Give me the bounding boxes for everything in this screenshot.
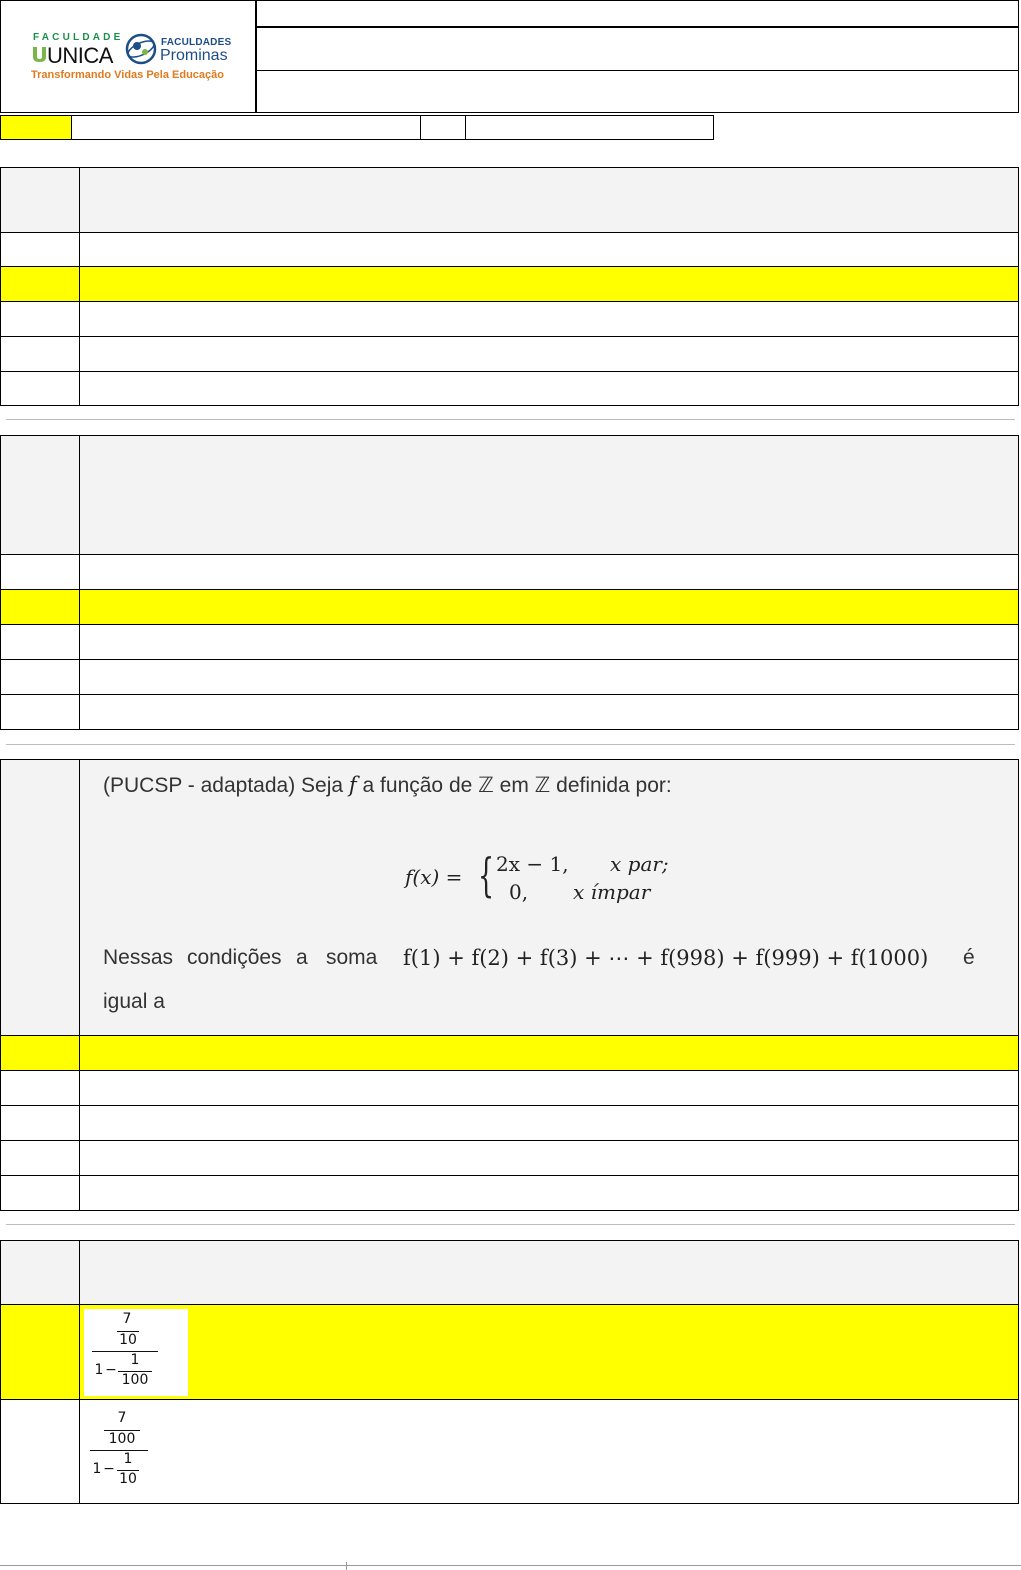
integers-symbol: ℤ — [478, 773, 494, 797]
option-letter-cell — [1, 1141, 80, 1175]
sum-word: a — [296, 946, 308, 969]
fraction-inner-numerator: 1 — [123, 1451, 133, 1467]
option-row[interactable] — [1, 372, 1018, 406]
option-row[interactable] — [1, 625, 1018, 660]
option-text-cell — [80, 625, 1018, 659]
option-letter-cell — [1, 337, 80, 371]
option-row[interactable] — [1, 337, 1018, 372]
question-3 — [0, 759, 1019, 1211]
option-row[interactable] — [1, 1071, 1018, 1106]
question-2 — [0, 435, 1019, 730]
option-text-cell — [80, 695, 1018, 729]
option-text-cell — [80, 590, 1018, 624]
logo-slogan: Transformando Vidas Pela Educação — [31, 69, 224, 81]
option-letter-cell — [1, 1071, 80, 1105]
option-text-cell — [80, 1071, 1018, 1105]
question-text-cell — [80, 168, 1018, 232]
option-text-cell — [80, 1176, 1018, 1210]
logo-faculdade-text: FACULDADE — [33, 32, 124, 43]
prominas-globe-icon — [125, 33, 157, 65]
question-3-intro — [103, 773, 672, 798]
option-row[interactable] — [1, 233, 1018, 267]
grade-cell — [0, 115, 72, 140]
intro-text: a função de — [362, 774, 473, 797]
formula-case-2: 0, — [509, 880, 529, 904]
header-field-row-2 — [257, 28, 1019, 71]
formula-case-1: 2x − 1, — [496, 852, 569, 876]
question-number-cell — [1, 1241, 80, 1304]
option-letter-cell — [1, 302, 80, 336]
option-row[interactable] — [1, 1106, 1018, 1141]
logo-unica-text: UNICA — [47, 43, 113, 68]
sum-word: é — [963, 946, 975, 969]
left-brace: { — [478, 848, 495, 902]
separator — [6, 744, 1015, 745]
option-letter-cell — [1, 1176, 80, 1210]
sum-word: Nessas — [103, 946, 174, 969]
main-fraction-bar — [92, 1351, 158, 1352]
option-letter-cell — [1, 372, 80, 405]
institution-logo — [1, 1, 257, 113]
question-number-cell — [1, 168, 80, 232]
question-3-end: igual a — [103, 990, 165, 1013]
option-text-cell — [80, 302, 1018, 336]
option-letter-cell — [1, 1106, 80, 1140]
intro-text: (PUCSP - adaptada) Seja — [103, 774, 344, 797]
student-name-cell — [71, 115, 421, 140]
option-letter-cell — [1, 1305, 80, 1399]
option-letter-cell — [1, 233, 80, 266]
fraction-inner-denominator: 100 — [121, 1372, 149, 1388]
piecewise-formula — [405, 848, 725, 908]
unica-u-icon — [32, 47, 47, 63]
option-text-cell — [80, 555, 1018, 589]
formula-lhs: f(x) = — [405, 865, 463, 889]
integers-symbol: ℤ — [534, 773, 551, 797]
header-field-row-1 — [257, 1, 1019, 28]
fraction-minus: − — [105, 1362, 117, 1378]
fraction-minus: − — [103, 1461, 115, 1477]
option-letter-cell — [1, 660, 80, 694]
fraction-one: 1 — [94, 1362, 104, 1378]
logo-prominas-text: Prominas — [160, 47, 228, 64]
logo-faculdades-text: FACULDADES — [161, 37, 232, 48]
question-1-statement — [1, 168, 1018, 233]
option-letter-cell — [1, 1400, 80, 1503]
option-text-cell — [80, 1106, 1018, 1140]
fraction-image-a — [84, 1309, 188, 1396]
option-text-cell — [80, 233, 1018, 266]
formula-condition-1: x par; — [610, 852, 669, 876]
option-letter-cell — [1, 625, 80, 659]
fraction-numerator: 7 — [122, 1311, 132, 1327]
option-letter-cell — [1, 267, 80, 301]
option-row-correct[interactable] — [1, 590, 1018, 625]
question-text-cell — [80, 436, 1018, 554]
fraction-inner-numerator: 1 — [130, 1352, 140, 1368]
formula-condition-2: x ímpar — [573, 880, 651, 904]
option-letter-cell — [1, 555, 80, 589]
option-text-cell — [80, 267, 1018, 301]
option-letter-cell — [1, 1036, 80, 1070]
option-text-cell — [80, 1305, 1018, 1399]
document-header — [0, 0, 1019, 113]
option-row[interactable] — [1, 555, 1018, 590]
fraction-one: 1 — [92, 1461, 102, 1477]
option-text-cell — [80, 1141, 1018, 1175]
option-row[interactable] — [1, 1141, 1018, 1176]
option-text-cell — [80, 660, 1018, 694]
option-row[interactable] — [1, 660, 1018, 695]
separator — [6, 1224, 1015, 1225]
page-footer-line — [0, 1565, 1021, 1566]
fraction-denominator: 100 — [108, 1431, 136, 1447]
question-text-cell — [80, 760, 1018, 1035]
option-row[interactable] — [1, 1400, 1018, 1504]
date-cell — [465, 115, 714, 140]
fraction-denominator: 10 — [119, 1332, 137, 1348]
option-letter-cell — [1, 695, 80, 729]
option-row[interactable] — [1, 302, 1018, 337]
option-text-cell — [80, 337, 1018, 371]
option-row-correct[interactable] — [1, 267, 1018, 302]
sum-expression: f(1) + f(2) + f(3) + ⋯ + f(998) + f(999) + f(1000) — [403, 946, 929, 970]
question-3-statement — [1, 760, 1018, 1036]
option-text-cell — [80, 372, 1018, 405]
option-text-cell — [80, 1400, 1018, 1503]
page-footer-tick — [346, 1562, 347, 1570]
question-2-statement — [1, 436, 1018, 555]
question-1 — [0, 167, 1019, 406]
label-cell — [420, 115, 466, 140]
question-text-cell — [80, 1241, 1018, 1304]
option-letter-cell — [1, 590, 80, 624]
intro-text: definida por: — [556, 774, 672, 797]
option-row[interactable] — [1, 695, 1018, 730]
intro-text: em — [499, 774, 529, 797]
header-field-row-3 — [257, 71, 1019, 113]
sum-word: soma — [326, 946, 378, 969]
option-text-cell — [80, 1036, 1018, 1070]
question-number-cell — [1, 760, 80, 1035]
question-number-cell — [1, 436, 80, 554]
separator — [6, 419, 1015, 420]
sum-word: condições — [187, 946, 282, 969]
main-fraction-bar — [90, 1450, 148, 1451]
fraction-image-b — [84, 1404, 188, 1491]
question-4-statement — [1, 1241, 1018, 1305]
fraction-inner-denominator: 10 — [119, 1471, 137, 1487]
function-symbol: f — [348, 773, 357, 797]
fraction-numerator: 7 — [117, 1410, 127, 1426]
option-row-correct[interactable] — [1, 1036, 1018, 1071]
option-row[interactable] — [1, 1176, 1018, 1211]
option-row-correct[interactable] — [1, 1305, 1018, 1400]
question-4 — [0, 1240, 1019, 1504]
